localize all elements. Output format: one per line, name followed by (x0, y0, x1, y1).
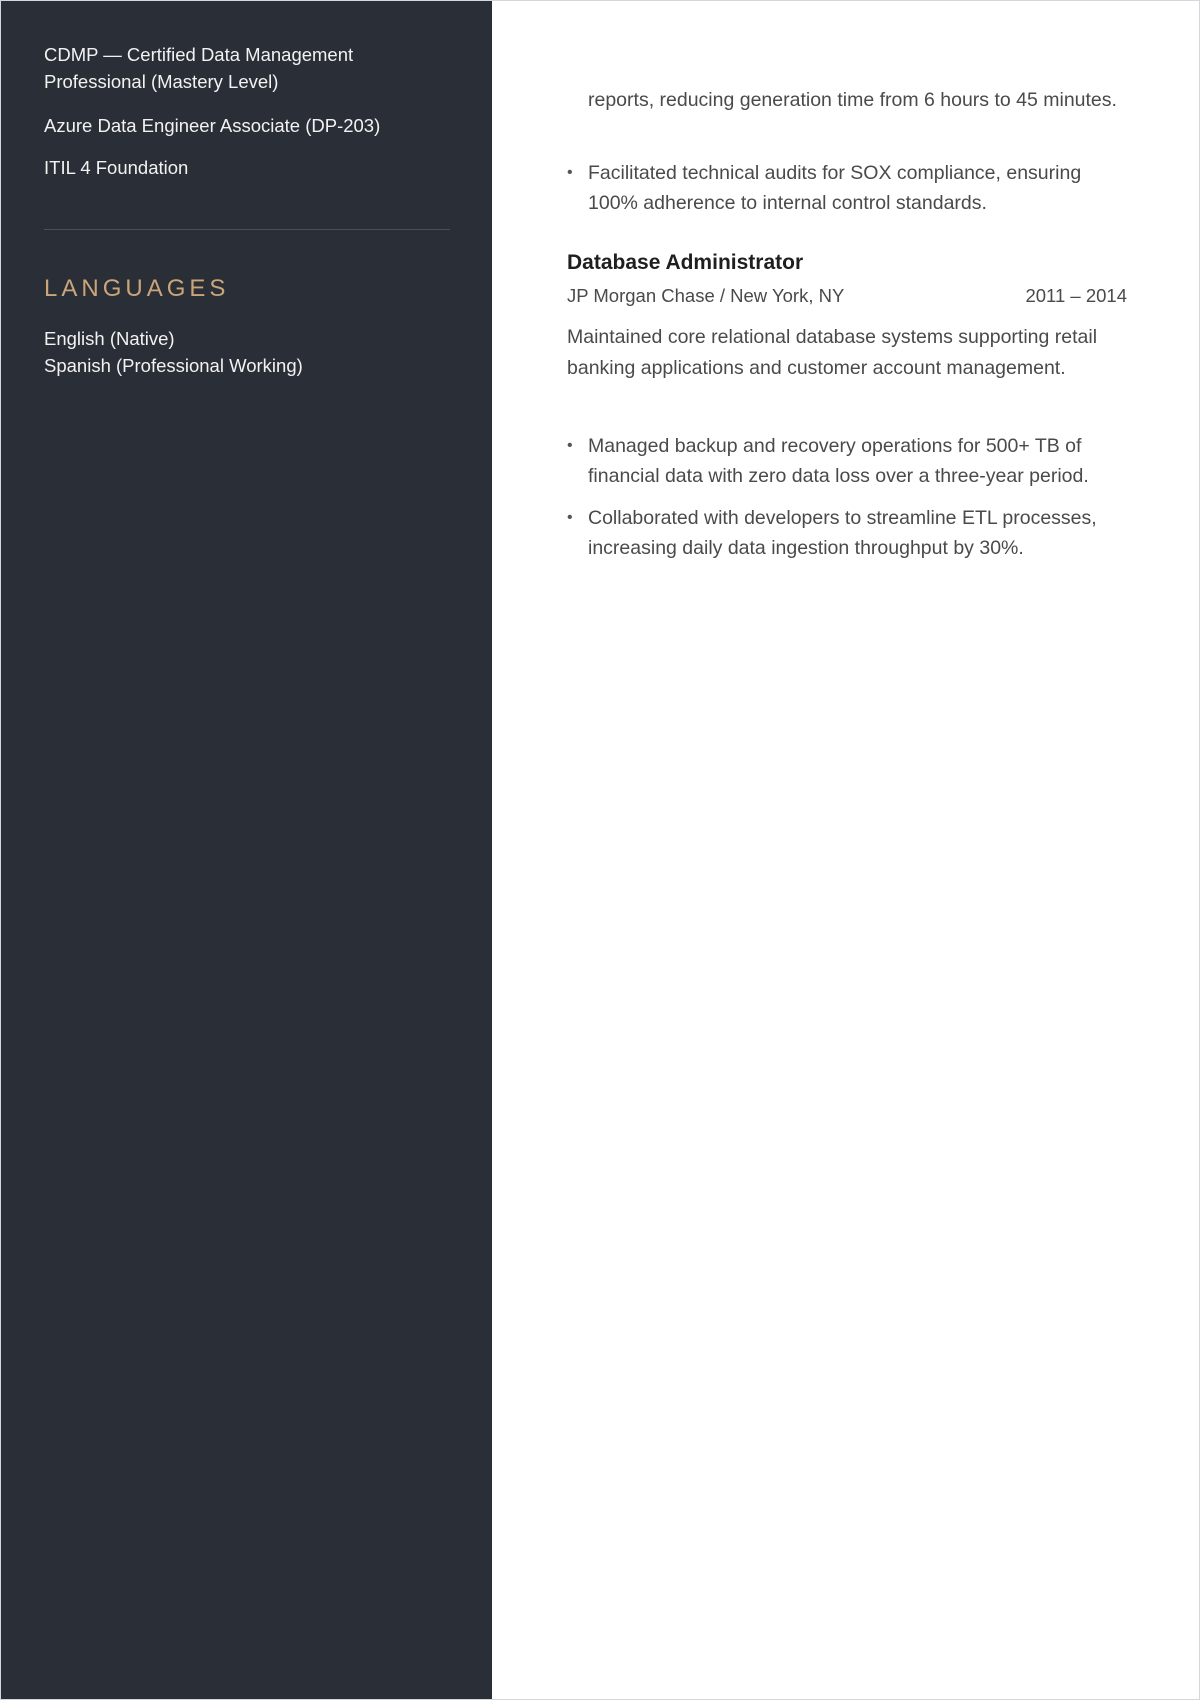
language-item: Spanish (Professional Working) (44, 355, 303, 376)
languages-list (44, 325, 303, 379)
bullet-text: Collaborated with developers to streamline ETL processes, increasing daily data ingestion throughput by 30%. (588, 507, 1097, 559)
experience-bullet (567, 503, 1127, 563)
sidebar-divider (44, 229, 450, 230)
bullet-icon: • (567, 437, 573, 454)
experience-bullet (567, 431, 1127, 491)
job-dates: 2011 – 2014 (1025, 285, 1127, 306)
certification-item: CDMP — Certified Data Management Professional (Mastery Level) (44, 44, 354, 92)
experience-bullet (567, 158, 1127, 218)
bullet-icon: • (567, 164, 573, 181)
bullet-text: Facilitated technical audits for SOX compliance, ensuring 100% adherence to internal control standards. (588, 162, 1082, 214)
bullet-icon: • (567, 509, 573, 526)
job-title: Database Administrator (567, 251, 804, 274)
languages-heading: LANGUAGES (44, 275, 230, 302)
job-summary: Maintained core relational database systems supporting retail banking applications and customer account management. (567, 326, 1098, 379)
language-item: English (Native) (44, 328, 175, 349)
certification-item: Azure Data Engineer Associate (DP-203) (44, 115, 381, 136)
certification-item: ITIL 4 Foundation (44, 157, 189, 178)
bullet-text: Managed backup and recovery operations for 500+ TB of financial data with zero data loss over a three-year period. (588, 435, 1089, 487)
continued-bullet-text: reports, reducing generation time from 6 hours to 45 minutes. (588, 89, 1117, 111)
sidebar (1, 1, 492, 1699)
main-content (492, 1, 1199, 1699)
job-company: JP Morgan Chase / New York, NY (567, 285, 845, 306)
